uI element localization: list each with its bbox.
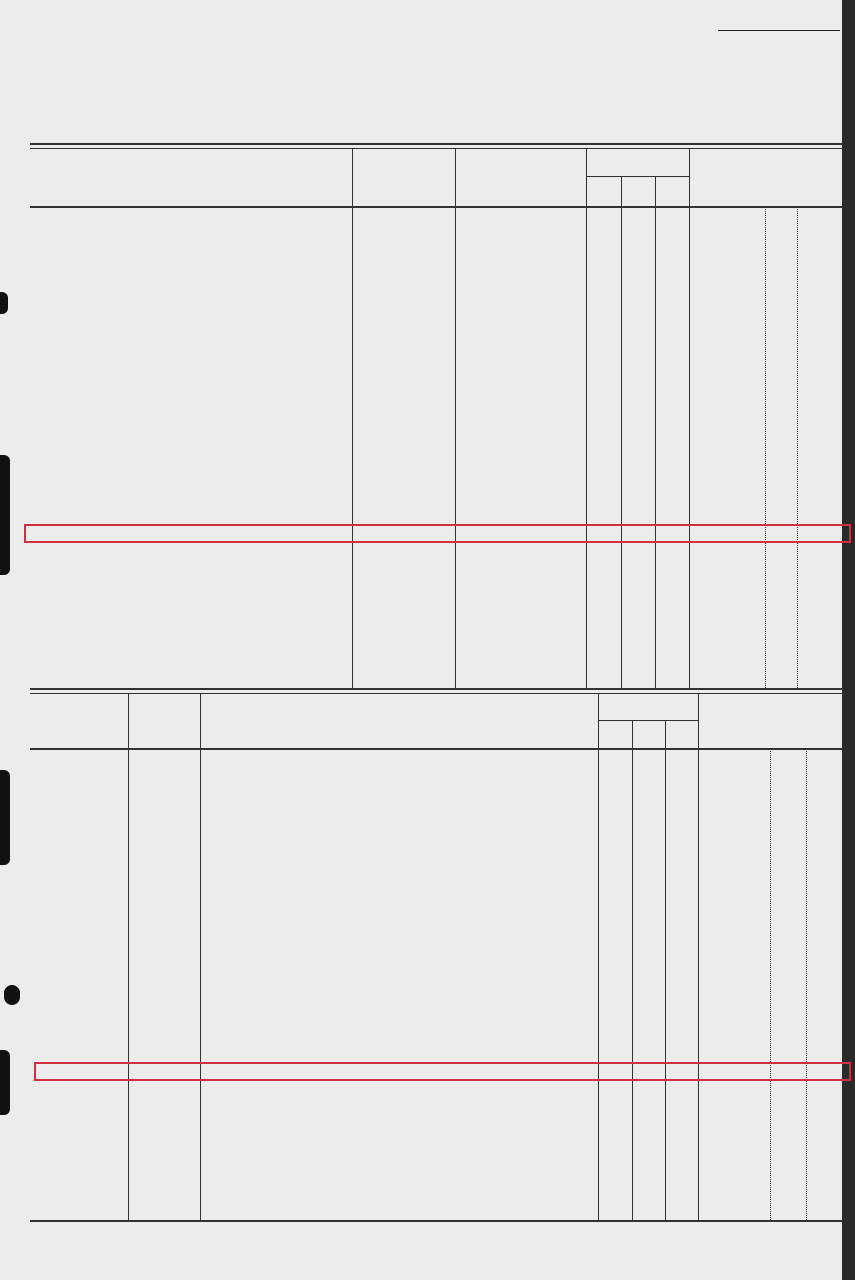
rule	[586, 176, 689, 177]
rule	[30, 143, 842, 145]
rule	[30, 148, 842, 149]
highlight-box	[34, 1062, 851, 1081]
punch-hole	[0, 1050, 10, 1115]
rule	[30, 693, 842, 694]
page-no-line	[718, 30, 840, 31]
col-line	[598, 693, 599, 1220]
col-line	[632, 720, 633, 1220]
col-line	[797, 206, 798, 688]
scan-edge	[842, 0, 855, 1280]
col-line	[586, 148, 587, 688]
rule	[30, 1220, 842, 1222]
punch-hole	[4, 985, 20, 1005]
punch-hole	[0, 770, 10, 865]
col-line	[352, 148, 353, 688]
col-line	[806, 748, 807, 1220]
rule	[30, 688, 842, 690]
col-line	[128, 693, 129, 1220]
col-line	[655, 176, 656, 688]
col-line	[621, 176, 622, 688]
punch-hole	[0, 292, 8, 314]
col-line	[455, 148, 456, 688]
punch-hole	[0, 455, 10, 575]
col-line	[689, 148, 690, 688]
rule	[30, 748, 842, 750]
col-line	[765, 206, 766, 688]
col-line	[200, 693, 201, 1220]
highlight-box	[24, 524, 851, 543]
rule	[598, 720, 698, 721]
col-line	[665, 720, 666, 1220]
rule	[30, 206, 842, 208]
col-line	[770, 748, 771, 1220]
col-line	[698, 693, 699, 1220]
